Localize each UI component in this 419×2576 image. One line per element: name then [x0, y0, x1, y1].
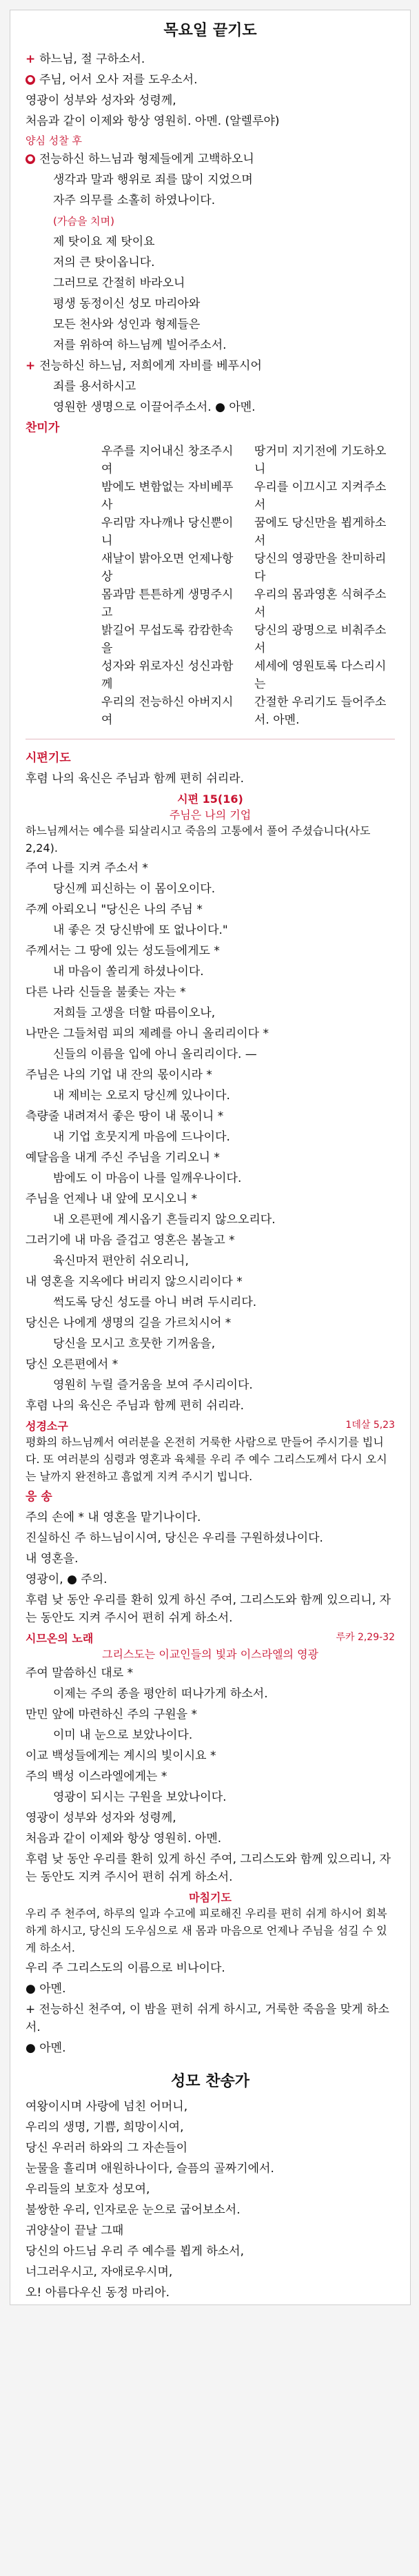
marian-line: 귀양살이 끝날 그때	[25, 2224, 124, 2238]
psalm-line: 내 영혼을 지옥에다 버리지 않으시리이다 *	[25, 1275, 243, 1289]
psalm-line: 당신께 피신하는 이 몸이오이다.	[53, 882, 216, 896]
hymn-line: 당신의 광명으로 비춰주소서	[254, 624, 387, 655]
marian-line: 우리들의 보호자 성모여,	[25, 2183, 150, 2196]
closing-amen: ● 아멘.	[25, 1982, 66, 1996]
hymn-line: 우리의 몸과영혼 식혀주소서	[254, 588, 387, 620]
psalm-intro: 하느님께서는 예수를 되살리시고 죽음의 고통에서 풀어 주셨습니다(사도 2,24).	[25, 824, 371, 855]
canticle-heading: 시므온의 노래	[25, 1632, 94, 1645]
canticle-body	[25, 1664, 395, 1848]
response-line: 진실하신 주 하느님이시여, 당신은 우리를 구원하셨나이다.	[25, 1531, 323, 1545]
psalm-line: 내 좋은 것 당신밖에 또 없나이다."	[53, 923, 228, 937]
blessing: + 전능하신 천주여, 이 밤을 편히 쉬게 하시고, 거룩한 죽음을 맞게 하소서.	[25, 2003, 389, 2034]
hymn-line: 우리를 이끄시고 지켜주소서	[254, 480, 387, 512]
marian-line: 눈물을 흘리며 애원하나이다, 슬픔의 골짜기에서.	[25, 2162, 274, 2176]
canticle-line: 영광이 성부와 성자와 성령께,	[25, 1811, 176, 1825]
psalm-line: 밤에도 이 마음이 나를 일깨우나이다.	[53, 1172, 242, 1185]
hymn-line: 밝길어 무섭도록 캄캄한속을	[101, 624, 234, 655]
marian-body	[25, 2098, 395, 2302]
opening-text: 하느님, 절 구하소서.	[39, 52, 145, 66]
canticle-reference: 루카 2,29-32	[336, 1632, 395, 1643]
response-heading: 응 송	[25, 1490, 52, 1504]
psalm-line: 그러기에 내 마음 즐겁고 영혼은 봄놀고 *	[25, 1234, 235, 1247]
hymn-line: 우리맘 자나깨나 당신뿐이니	[101, 516, 234, 548]
psalm-body	[25, 859, 395, 1394]
hymn-line: 세세에 영원토록 다스리시는	[254, 660, 387, 691]
canticle-line: 만민 앞에 마련하신 주의 구원을 *	[25, 1708, 198, 1721]
psalm-line: 당신을 모시고 흐뭇한 기꺼움을,	[53, 1337, 216, 1351]
response-line: 내 영혼을.	[25, 1552, 79, 1566]
hymn-line: 새날이 밝아오면 언제나항상	[101, 552, 234, 584]
hymn-line: 성자와 위로자신 성신과함께	[101, 660, 234, 691]
hymn-line: 우주를 지어내신 창조주시여	[101, 444, 234, 476]
antiphon-line-1: 후렴 나의 육신은 주님과 함께 편히 쉬리라.	[25, 772, 245, 786]
canticle-line: 주의 백성 이스라엘에게는 *	[25, 1770, 167, 1783]
closing-prayer: 우리 주 천주여, 하루의 일과 수고에 피로해진 우리를 편히 쉬게 하시어 회복하게 하시고, 당신의 도우심으로 새 몸과 마음으로 언제나 주님을 섬길 수 있게 하소서.	[25, 1907, 387, 1954]
psalm-line: 내 마음이 쏠리게 하셨나이다.	[53, 965, 204, 979]
psalm-line: 주여 나를 지켜 주소서 *	[25, 861, 148, 875]
psalm-line: 썩도록 당신 성도를 아니 버려 두시리다.	[53, 1296, 257, 1309]
psalm-line: 측량줄 내려져서 좋은 땅이 내 몫이니 *	[25, 1110, 224, 1123]
marian-line: 여왕이시며 사랑에 넘친 어머니,	[25, 2100, 188, 2114]
reading-text: 평화의 하느님께서 여러분을 온전히 거룩한 사람으로 만들어 주시기를 빕니다. 또 여러분의 심령과 영혼과 육체를 우리 주 예수 그리스도께서 다시 오시는 날까지 완전하고 흠없게 지켜 주시기 빕니다.	[25, 1435, 387, 1483]
canticle-line: 이미 내 눈으로 보았나이다.	[53, 1728, 193, 1742]
canticle-line: 주여 말씀하신 대로 *	[25, 1666, 134, 1680]
canticle-antiphon: 후렴 낮 동안 우리를 환히 있게 하신 주여, 그리스도와 함께 있으리니, 자는 동안도 지켜 주시어 편히 쉬게 하소서.	[25, 1852, 391, 1884]
reading-header	[25, 1418, 395, 1433]
psalm-line: 신들의 이름을 입에 아니 올리리이다. —	[53, 1047, 257, 1061]
opening-line-3: 영광이 성부와 성자와 성령께,	[25, 94, 176, 108]
closing-heading: 마침기도	[189, 1891, 232, 1904]
confession-line-7: 그러므로 간절히 바라오니	[53, 276, 185, 290]
cross-icon: +	[25, 52, 36, 66]
marian-title: 성모 찬송가	[171, 2073, 249, 2090]
hymn-grid	[101, 442, 395, 729]
psalmody-heading: 시편기도	[25, 751, 71, 765]
opening-text: 주님, 어서 오사 저를 도우소서.	[39, 73, 198, 87]
closing-line: 우리 주 그리스도의 이름으로 비나이다.	[25, 1961, 225, 1975]
opening-line-4: 처음과 같이 이제와 항상 영원히. 아멘. (알렐루야)	[25, 114, 280, 128]
psalm-line: 주님은 나의 기업 내 잔의 몫이시라 *	[25, 1068, 212, 1082]
page-title: 목요일 끝기도	[163, 21, 257, 39]
response-line: 영광이, ● 주의.	[25, 1573, 108, 1586]
psalm-line: 다른 나라 신들을 불좇는 자는 *	[25, 985, 186, 999]
confession-line-2: 생각과 말과 행위로 죄를 많이 지었으며	[53, 173, 253, 187]
confession-line-5: 제 탓이요 제 탓이요	[53, 235, 155, 249]
absolution-line-3: 영원한 생명으로 이끌어주소서. ● 아멘.	[53, 400, 256, 414]
canticle-subtitle: 그리스도는 이교인들의 빛과 이스라엘의 영광	[101, 1648, 318, 1661]
hymn-line: 땅거미 지기전에 기도하오니	[254, 444, 387, 476]
reading-heading: 성경소구	[25, 1420, 68, 1433]
marian-line: 당신 우러러 하와의 그 자손들이	[25, 2141, 188, 2155]
psalm-line: 육신마저 편안히 쉬오리니,	[53, 1254, 189, 1268]
confession-line-1: ● 전능하신 하느님과 형제들에게 고백하오니	[25, 150, 395, 168]
hymn-line: 밤에도 변함없는 자비베푸사	[101, 480, 234, 512]
cross-icon: +	[25, 359, 36, 373]
psalm-line: 주께 아뢰오니 "당신은 나의 주님 *	[25, 903, 203, 917]
canticle-line: 영광이 되시는 구원을 보았나이다.	[53, 1790, 227, 1804]
marian-line: 불쌍한 우리, 인자로운 눈으로 굽어보소서.	[25, 2203, 241, 2217]
marian-line: 오! 아름다우신 동정 마리아.	[25, 2286, 170, 2300]
responses	[25, 1509, 395, 1588]
antiphon-line-2: 후렴 나의 육신은 주님과 함께 편히 쉬리라.	[25, 1399, 245, 1413]
absolution-line-1: + 전능하신 하느님, 저희에게 자비를 베푸시어	[25, 359, 262, 373]
confession-note: (가슴을 치며)	[53, 215, 114, 227]
marian-line: 우리의 생명, 기쁨, 희망이시여,	[25, 2120, 184, 2134]
psalm-line: 내 제비는 오로지 당신께 있나이다.	[53, 1089, 230, 1103]
psalm-line: 당신 오른편에서 *	[25, 1358, 119, 1371]
psalm-line: 나만은 그들처럼 피의 제례를 아니 올리리이다 *	[25, 1027, 269, 1041]
confession-line-9: 모든 천사와 성인과 형제들은	[53, 318, 201, 331]
psalm-line: 주께서는 그 땅에 있는 성도들에게도 *	[25, 944, 220, 958]
confession-line-8: 평생 동정이신 성모 마리아와	[53, 297, 201, 311]
psalm-line: 영원히 누릴 즐거움을 보여 주시리이다.	[53, 1378, 253, 1392]
psalm-subtitle: 주님은 나의 기업	[169, 808, 252, 821]
circle-icon: ●	[25, 75, 35, 85]
hymn-heading: 찬미가	[25, 421, 60, 435]
canticle-line: 처음과 같이 이제와 항상 영원히. 아멘.	[25, 1832, 222, 1846]
response-antiphon: 후렴 낮 동안 우리를 환히 있게 하신 주여, 그리스도와 함께 있으리니, 자는 동안도 지켜 주시어 편히 쉬게 하소서.	[25, 1593, 391, 1625]
psalm-line: 내 오른편에 계시옵기 흔들리지 않으오리다.	[53, 1213, 276, 1227]
psalm-line: 내 기업 흐뭇지게 마음에 드나이다.	[53, 1130, 230, 1144]
hymn-line: 우리의 전능하신 아버지시여	[101, 695, 234, 727]
psalm-line: 저희들 고생을 더할 따름이오나,	[53, 1006, 216, 1020]
reading-reference: 1데살 5,23	[345, 1420, 395, 1431]
opening-line-1	[25, 50, 395, 68]
hymn-line: 몸과맘 튼튼하게 생명주시고	[101, 588, 234, 620]
psalm-line: 당신은 나에게 생명의 길을 가르치시어 *	[25, 1316, 232, 1330]
examination-label: 양심 성찰 후	[25, 134, 82, 147]
absolution-line-2: 죄를 용서하시고	[53, 380, 136, 393]
marian-line: 당신의 아드님 우리 주 예수를 뵙게 하소서,	[25, 2245, 245, 2258]
hymn-line: 간절한 우리기도 들어주소서. 아멘.	[254, 695, 387, 727]
blessing-amen: ● 아멘.	[25, 2041, 66, 2055]
confession-line-10: 저를 위하여 하느님께 빌어주소서.	[53, 338, 227, 352]
canticle-line: 이제는 주의 종을 평안히 떠나가게 하소서.	[53, 1687, 268, 1701]
psalm-line: 예달음을 내게 주신 주님을 기리오니 *	[25, 1151, 220, 1165]
marian-line: 너그러우시고, 자애로우시며,	[25, 2265, 173, 2279]
psalm-line: 주님을 언제나 내 앞에 모시오니 *	[25, 1192, 198, 1206]
opening-line-2	[25, 71, 395, 89]
hymn-line: 꿈에도 당신만을 뵙게하소서	[254, 516, 387, 548]
confession-line-6: 저의 큰 탓이옵니다.	[53, 256, 155, 269]
canticle-line: 이교 백성들에게는 계시의 빛이시요 *	[25, 1749, 216, 1763]
psalm-title: 시편 15(16)	[177, 793, 243, 806]
circle-icon: ●	[25, 154, 35, 164]
response-line: 주의 손에 * 내 영혼을 맡기나이다.	[25, 1511, 201, 1524]
canticle-header	[25, 1630, 395, 1646]
hymn-line: 당신의 영광만을 찬미하리다	[254, 552, 387, 584]
document-page	[10, 10, 411, 2305]
confession-line-3: 자주 의무를 소홀히 하였나이다.	[53, 194, 216, 207]
